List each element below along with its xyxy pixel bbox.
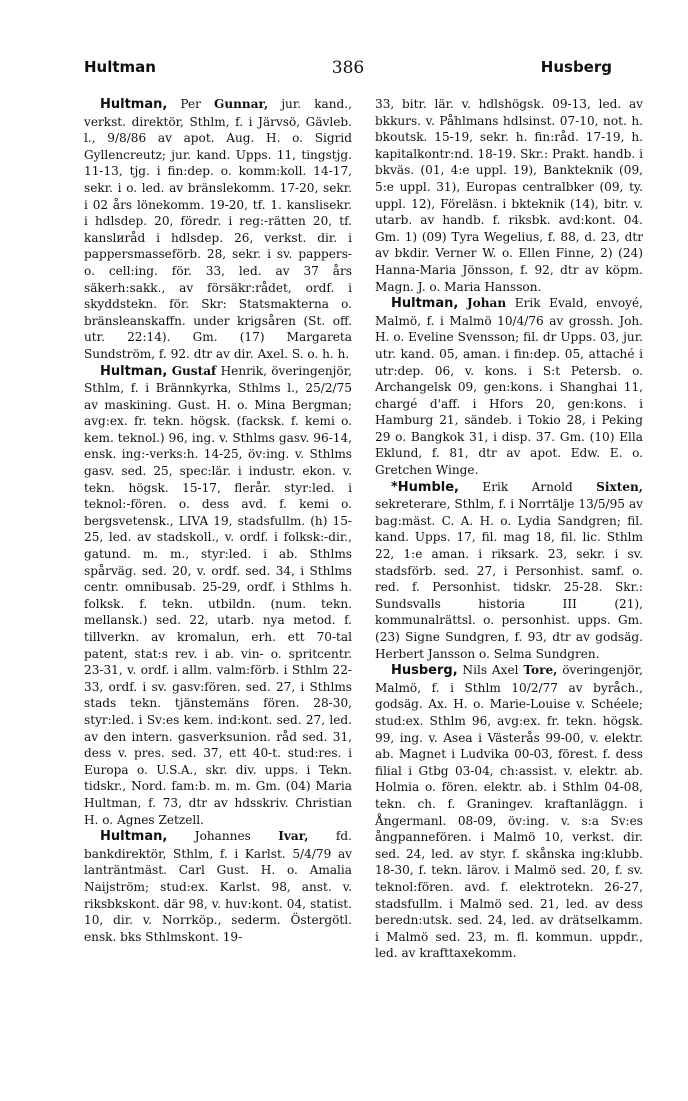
entry-surname: *Humble, — [391, 479, 459, 495]
entry-call-name: Sixten, — [596, 479, 643, 494]
entry-call-name: Gunnar, — [214, 97, 269, 111]
header-first-entry: Hultman — [84, 58, 156, 76]
entry-text: Erik Evald, envoyé, Malmö, f. i Malmö 10/4/76 av grossh. Joh. H. o. Eveline Svensson; fil. dr Upps. 03, jur. utr. kand. 05, aman. i fin:dep. 05, attaché i utr:dep. 06, v. kons. i S:t Petersb. o. Archangelsk 09, gen:kons. i Shanghai 11, chargé d'aff. i Hfors 20, gen:kons. i Hamburg 21, sändeb. i Tokio 28, i Peking 29 o. Bangkok 31, i disp. 37. Gm. (10) Ella Eklund, f. 81, dtr av apot. Edw. E. o. Gretchen Winge. — [375, 296, 643, 478]
entry-text: 33, bitr. lär. v. hdlshögsk. 09-13, led. av bkkurs. v. Påhlmans hdlsinst. 07-10, not. h. bkoutsk. 15-19, sekr. h. fin:råd. 17-19, h. kapitalkontr:nd. 18-19. Skr.: Prakt. handb. i bkväs. (01, 4:e uppl. 19), Bankteknik (09, 5:e uppl. 31), Europas centralbker (09, ty. uppl. 12), Föreläsn. i bkteknik (14), bitr. v. utarb. av handb. f. riksbk. avd:kont. 04. Gm. 1) (09) Tyra Wegelius, f. 88, d. 23, dtr av bkdir. Verner W. o. Ellen Finne, 2) (24) Hanna-Maria Jönsson, f. 92, dtr av köpm. Magn. J. o. Maria Hansson. — [375, 97, 643, 294]
entry-given-names: Johannes — [194, 829, 251, 844]
entry-surname: Hultman, — [391, 296, 459, 312]
entry-call-name: Johan — [466, 296, 507, 311]
right-column — [375, 96, 643, 962]
entry-hultman-gunnar — [84, 96, 352, 363]
entry-call-name: Gustaf — [171, 363, 217, 378]
entry-text: sekreterare, Sthlm, f. i Norrtälje 13/5/95 av bag:mäst. C. A. H. o. Lydia Sandgren; fil. kand. Upps. 17, fil. mag 18, fil. lic. Sthlm 22, 1:e aman. i riksark. 23, sekr. i sv. stadsförb. sed. 27, i Personhist. samf. o. red. f. Personhist. tidskr. 25-28. Skr.: Sundsvalls historia III (21), kommunalrättsl. o. personhist. upps. Gm. (23) Signe Sundgren, f. 93, dtr av godsäg. Herbert Jansson o. Selma Sundgren. — [375, 497, 643, 661]
entry-given-names: Erik Arnold — [482, 479, 573, 494]
header-last-entry: Husberg — [540, 58, 612, 76]
left-column — [84, 96, 352, 945]
entry-given-names: Nils Axel — [462, 663, 519, 678]
entry-humble-sixten — [375, 479, 643, 663]
entry-surname: Husberg, — [391, 663, 458, 679]
entry-husberg-tore — [375, 662, 643, 962]
entry-text: jur. kand., verkst. direktör, Sthlm, f. i Järvsö, Gävleb. l., 9/8/86 av apot. Aug. H. o. Sigrid Gyllencreutz; jur. kand. Upps. 11, tingstjg. 11-13, tjg. i fin:dep. o. komm:koll. 14-17, sekr. i o. led. av bränslekomm. 17-20, sekr. i 02 års lönekomm. 19-20, tf. 1. kanslisekr. i hdlsdep. 20, föredr. i reg:-rätten 20, tf. kanslиråd i hdlsdep. 26, verkst. dir. i pappersmasseförb. 28, sekr. i sv. pappers- o. cell:ing. för. 33, led. av 37 års säkerh:sakk., av försäkr:rådet, ordf. i skyddstekn. för. Skr: Statsmakterna o. bränsleanskaffn. under krigsåren (St. off. utr. 22:14). Gm. (17) Margareta Sundström, f. 92. dtr av dir. Axel. S. o. h. h. — [84, 97, 352, 361]
entry-hultman-johan — [375, 295, 643, 479]
entry-text: överingenjör, Malmö, f. i Sthlm 10/2/77 av byråch., godsäg. Ax. H. o. Marie-Louise v. Schéele; stud:ex. Sthlm 96, avg:ex. fr. tekn. högsk. 99, ing. v. Asea i Västerås 99-00, v. elektr. ab. Magnet i Ludvika 00-03, förest. f. dess filial i Gtbg 03-04, ch:assist. v. elektr. ab. Holmia o. fören. elektr. ab. i Sthlm 04-08, tekn. ch. f. Graningev. kraftanläggn. i Ångermanl. 08-09, öv:ing. v. s:a Sv:es ångpannefören. i Malmö 10, verkst. dir. sed. 24, led. av styr. f. skånska ing:klubb. 18-30, f. tekn. lärov. i Malmö sed. 20, f. sv. teknol:fören. avd. f. elektrotekn. 26-27, stadsfullm. i Malmö sed. 21, led. av dess beredn:utsk. sed. 24, led. av drätselkamm. i Malmö sed. 23, m. fl. kommun. uppdr., led. av krafttaxekomm. — [375, 663, 643, 961]
entry-text: Henrik, överingenjör, Sthlm, f. i Brännkyrka, Sthlms l., 25/2/75 av maskining. Gust. H. o. Mina Bergman; avg:ex. fr. tekn. högsk. (facksk. f. kemi o. kem. teknol.) 96, ing. v. Sthlms gasv. 96-14, ensk. ing:-verks:h. 14-25, öv:ing. v. Sthlms gasv. sed. 25, spec:lär. i industr. ekon. v. tekn. högsk. 15-17, flerår. styr:led. i teknol:-fören. o. dess avd. f. kemi o. bergsvetensk., LIVA 19, stadsfullm. (h) 15-25, led. av stadskoll., v. ordf. i folksk:-dir., gatund. m. m., styr:led. i ab. Sthlms spårväg. sed. 20, v. ordf. sed. 34, i Sthlms centr. omnibusab. 25-29, ordf. i Sthlms h. folksk. f. tekn. utbildn. (num. tekn. mellansk.) sed. 22, utarb. nya metod. f. tillverkn. av kromalun, erh. ett 70-tal patent, stat:s rev. i ab. vin- o. spritcentr. 23-31, v. ordf. i allm. valm:förb. i Sthlm 22-33, ordf. i sv. gasv:fören. sed. 27, i Sthlms stads tekn. tjänstemäns fören. 28-30, styr:led. i Sv:es kem. ind:kont. sed. 27, led. av den intern. gasverksunion. råd sed. 31, dess v. pres. sed. 37, ett 40-t. stud:res. i Europa o. U.S.A., skr. div. upps. i Tekn. tidskr., Nord. fam:b. m. m. Gm. (04) Maria Hultman, f. 73, dtr av hdsskriv. Christian H. o. Agnes Zetzell. — [84, 363, 352, 827]
page-number: 386 — [331, 58, 365, 78]
running-header — [84, 58, 612, 84]
entry-call-name: Tore, — [523, 663, 558, 678]
entry-given-names: Per — [180, 97, 201, 111]
entry-hultman-ivar — [84, 828, 352, 945]
entry-hultman-gustaf — [84, 363, 352, 829]
entry-surname: Hultman, — [100, 829, 168, 845]
entry-call-name: Ivar, — [278, 829, 309, 844]
entry-hultman-ivar-continued — [375, 96, 643, 295]
entry-text: fd. bankdirektör, Sthlm, f. i Karlst. 5/4/79 av lanträntmäst. Carl Gust. H. o. Amalia Naijström; stud:ex. Karlst. 98, anst. v. riksbkskont. där 98, v. huv:kont. 04, statist. 10, dir. v. Norrköp., sederm. Östergötl. ensk. bks Sthlmskont. 19- — [84, 829, 352, 944]
entry-surname: Hultman, — [100, 97, 168, 112]
entry-surname: Hultman, — [100, 363, 168, 379]
